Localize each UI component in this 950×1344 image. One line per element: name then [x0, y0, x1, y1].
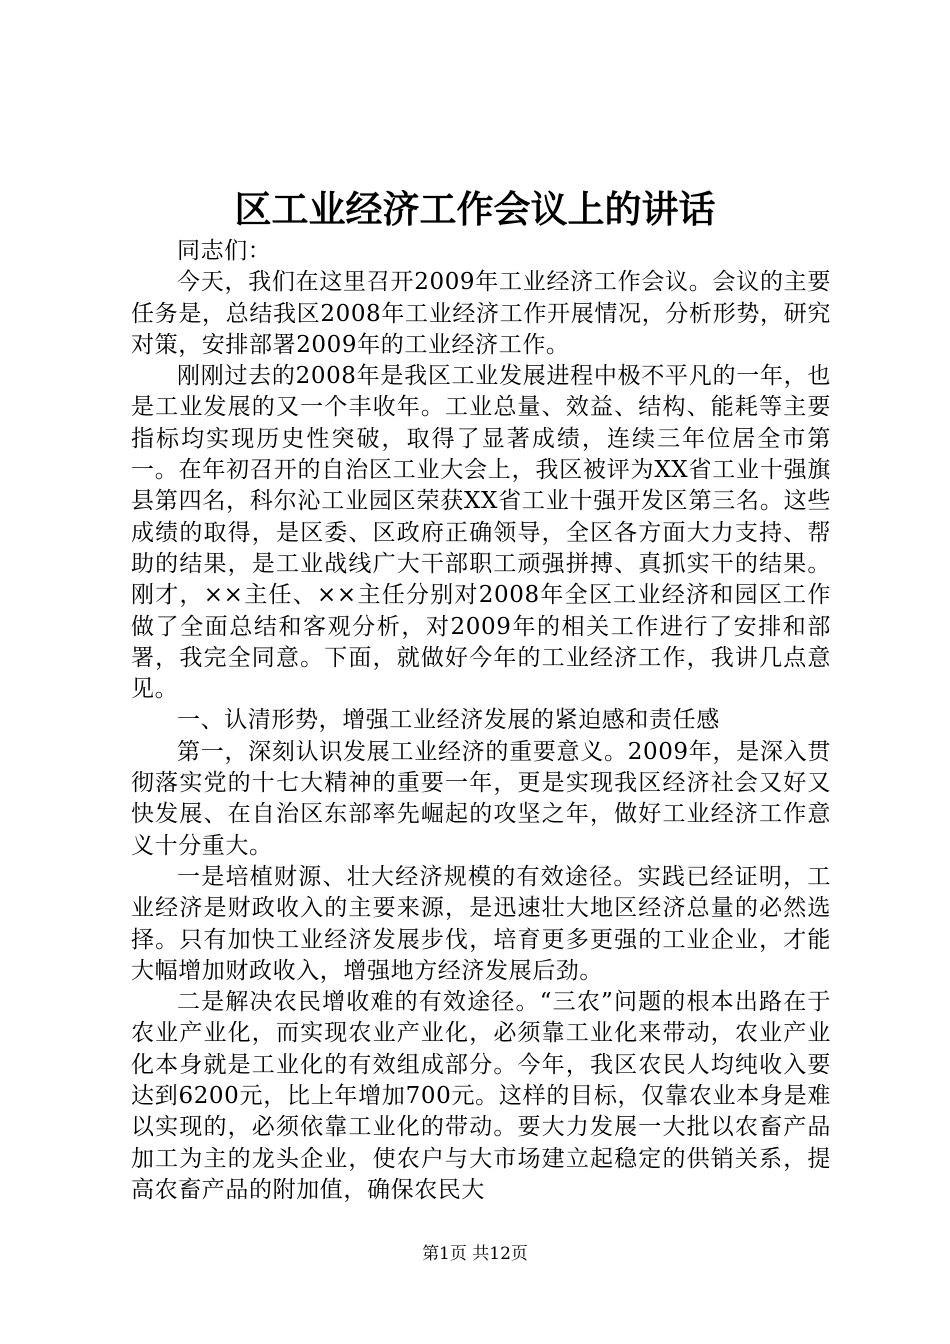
page-footer: 第1页 共12页	[422, 1244, 528, 1264]
review-paragraph: 刚刚过去的2008年是我区工业发展进程中极不平凡的一年，也是工业发展的又一个丰收年。工业总量、效益、结构、能耗等主要指标均实现历史性突破，取得了显著成绩，连续三年位居全市第一。在年初召开的自治区工业大会上，我区被评为XX省工业十强旗县第四名，科尔沁工业园区荣获XX省工业十强开发区第三名。这些成绩的取得，是区委、区政府正确领导，全区各方面大力支持、帮助的结果，是工业战线广大干部职工顽强拼搏、真抓实干的结果。刚才，××主任、××主任分别对2008年全区工业经济和园区工作做了全面总结和客观分析，对2009年的相关工作进行了安排和部署，我完全同意。下面，就做好今年的工业经济工作，我讲几点意见。	[131, 363, 831, 703]
salutation-paragraph: 同志们：	[177, 238, 272, 264]
document-title: 区工业经济工作会议上的讲话	[234, 187, 716, 231]
section-heading: 一、认清形势，增强工业经济发展的紧迫感和责任感	[177, 707, 720, 734]
first-point-paragraph: 第一，深刻认识发展工业经济的重要意义。2009年，是深入贯彻落实党的十七大精神的重要一年，更是实现我区经济社会又好又快发展、在自治区东部率先崛起的攻坚之年，做好工业经济工作意义十分重大。	[131, 738, 831, 859]
point-one-paragraph: 一是培植财源、壮大经济规模的有效途径。实践已经证明，工业经济是财政收入的主要来源，是迅速壮大地区经济总量的必然选择。只有加快工业经济发展步伐，培育更多更强的工业企业，才能大幅增加财政收入，增强地方经济发展后劲。	[131, 863, 831, 984]
point-two-paragraph: 二是解决农民增收难的有效途径。“三农”问题的根本出路在于农业产业化，而实现农业产业化，必须靠工业化来带动，农业产业化本身就是工业化的有效组成部分。今年，我区农民人均纯收入要达到6200元，比上年增加700元。这样的目标，仅靠农业本身是难以实现的，必须依靠工业化的带动。要大力发展一大批以农畜产品加工为主的龙头企业，使农户与大市场建立起稳定的供销关系，提高农畜产品的附加值，确保农民大	[131, 989, 831, 1203]
intro-paragraph: 今天，我们在这里召开2009年工业经济工作会议。会议的主要任务是，总结我区2008年工业经济工作开展情况，分析形势，研究对策，安排部署2009年的工业经济工作。	[131, 269, 831, 358]
document-body	[131, 236, 831, 1206]
